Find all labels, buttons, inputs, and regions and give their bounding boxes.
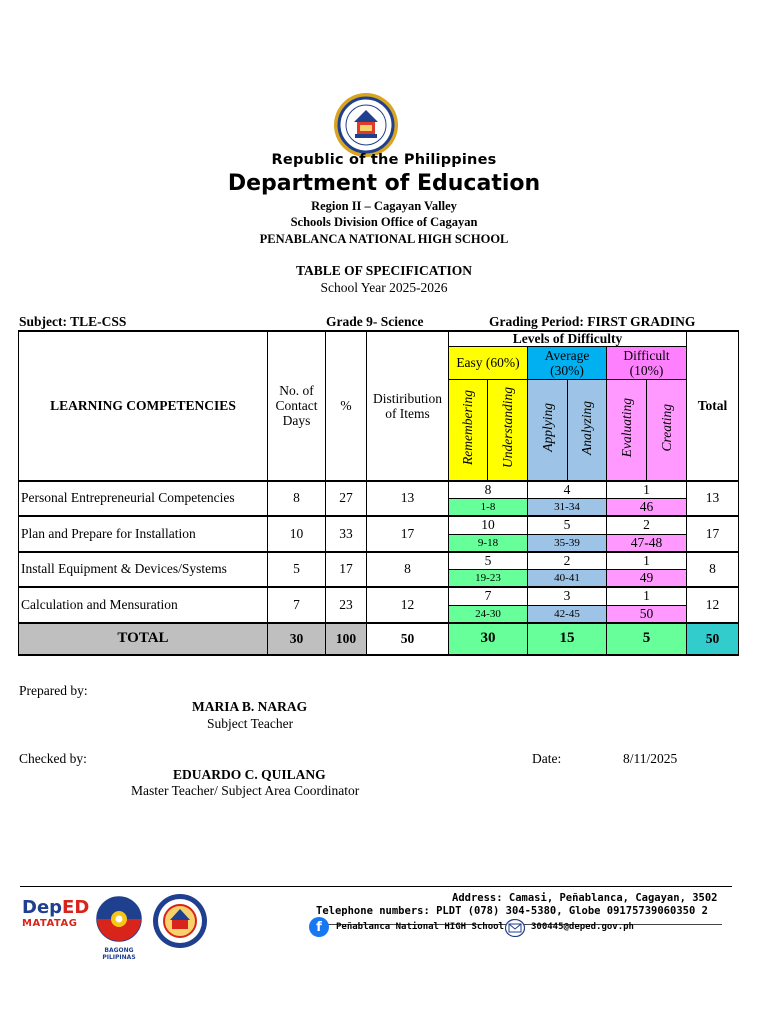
footer-telephone: Telephone numbers: PLDT (078) 304-5380, Globe 09175739060350 2: [316, 905, 708, 917]
bagong-pilipinas-logo: BAGONG PILIPINAS: [88, 896, 150, 950]
contact-days: 10: [268, 516, 326, 552]
prepared-by-title: Subject Teacher: [207, 716, 294, 731]
difficult-items: 46: [607, 499, 687, 517]
easy-items: 1-8: [449, 499, 528, 517]
easy-count: 8: [449, 481, 528, 499]
competency-name: Plan and Prepare for Installation: [19, 516, 268, 552]
prepared-by-name: MARIA B. NARAG: [192, 699, 308, 714]
distribution: 17: [367, 516, 449, 552]
checked-by-label: Checked by:: [19, 751, 87, 766]
easy-items: 19-23: [449, 570, 528, 588]
difficult-count: 1: [607, 481, 687, 499]
region-line: Region II – Cagayan Valley: [311, 199, 457, 213]
prepared-by-label: Prepared by:: [19, 683, 88, 698]
date-value: 8/11/2025: [623, 751, 678, 766]
difficult-items: 50: [607, 605, 687, 623]
difficult-count: 1: [607, 587, 687, 605]
email-icon: [505, 919, 525, 937]
table-row: [19, 587, 739, 605]
facebook-icon: f: [309, 917, 329, 937]
deped-matatag-logo: DepED MATATAG: [22, 897, 90, 929]
footer-facebook-page: Peñablanca National HIGH School: [336, 922, 504, 932]
division-line: Schools Division Office of Cagayan: [290, 215, 478, 229]
header-remembering: Remembering: [449, 380, 488, 481]
table-row: [19, 516, 739, 534]
contact-days: 8: [268, 481, 326, 517]
header-average: Average (30%): [528, 347, 607, 380]
totals-row: [19, 623, 739, 655]
easy-count: 5: [449, 552, 528, 570]
average-items: 42-45: [528, 605, 607, 623]
total-difficult: 5: [607, 623, 687, 655]
header-levels-of-difficulty: Levels of Difficulty: [449, 331, 687, 347]
grand-total: 50: [687, 623, 739, 655]
footer-divider: [20, 886, 732, 887]
school-line: PENABLANCA NATIONAL HIGH SCHOOL: [259, 232, 509, 246]
distribution: 8: [367, 552, 449, 588]
row-total: 13: [687, 481, 739, 517]
footer-address: Address: Camasi, Peñablanca, Cagayan, 3502: [452, 892, 718, 904]
difficult-items: 47-48: [607, 534, 687, 552]
average-items: 31-34: [528, 499, 607, 517]
row-total: 12: [687, 587, 739, 623]
subject-label: Subject: TLE-CSS: [19, 314, 127, 329]
easy-items: 9-18: [449, 534, 528, 552]
total-percent: 100: [326, 623, 367, 655]
header-distribution: Distiribution of Items: [367, 331, 449, 481]
header-applying: Applying: [528, 380, 568, 481]
header-understanding: Understanding: [488, 380, 528, 481]
average-items: 40-41: [528, 570, 607, 588]
header-competencies: LEARNING COMPETENCIES: [19, 331, 268, 481]
header-total: Total: [687, 331, 739, 481]
competency-name: Calculation and Mensuration: [19, 587, 268, 623]
grade-label: Grade 9- Science: [326, 314, 424, 329]
easy-items: 24-30: [449, 605, 528, 623]
average-count: 4: [528, 481, 607, 499]
average-count: 2: [528, 552, 607, 570]
header-percent: %: [326, 331, 367, 481]
deped-seal: [333, 92, 399, 158]
difficult-count: 1: [607, 552, 687, 570]
competency-name: Install Equipment & Devices/Systems: [19, 552, 268, 588]
total-distribution: 50: [367, 623, 449, 655]
school-year: School Year 2025-2026: [320, 280, 448, 295]
percent: 17: [326, 552, 367, 588]
difficult-count: 2: [607, 516, 687, 534]
competency-name: Personal Entrepreneurial Competencies: [19, 481, 268, 517]
header-analyzing: Analyzing: [568, 380, 607, 481]
header-creating: Creating: [647, 380, 687, 481]
average-count: 5: [528, 516, 607, 534]
table-row: [19, 552, 739, 570]
table-of-specification: [18, 330, 739, 656]
date-label: Date:: [532, 751, 562, 766]
percent: 27: [326, 481, 367, 517]
republic-heading: Republic of the Philippines: [271, 152, 497, 168]
average-items: 35-39: [528, 534, 607, 552]
contact-days: 5: [268, 552, 326, 588]
total-days: 30: [268, 623, 326, 655]
row-total: 17: [687, 516, 739, 552]
checked-by-name: EDUARDO C. QUILANG: [173, 767, 326, 782]
header-difficult: Difficult (10%): [607, 347, 687, 380]
percent: 23: [326, 587, 367, 623]
school-seal: [150, 893, 210, 949]
checked-by-title: Master Teacher/ Subject Area Coordinator: [131, 783, 360, 798]
distribution: 13: [367, 481, 449, 517]
document-title: TABLE OF SPECIFICATION: [295, 263, 473, 278]
total-label: TOTAL: [19, 623, 268, 655]
header-easy: Easy (60%): [449, 347, 528, 380]
header-contact-days: No. of Contact Days: [268, 331, 326, 481]
easy-count: 10: [449, 516, 528, 534]
average-count: 3: [528, 587, 607, 605]
row-total: 8: [687, 552, 739, 588]
contact-days: 7: [268, 587, 326, 623]
footer-email: 300445@deped.gov.ph: [531, 922, 634, 932]
percent: 33: [326, 516, 367, 552]
easy-count: 7: [449, 587, 528, 605]
difficult-items: 49: [607, 570, 687, 588]
table-row: [19, 481, 739, 499]
distribution: 12: [367, 587, 449, 623]
total-easy: 30: [449, 623, 528, 655]
total-average: 15: [528, 623, 607, 655]
grading-period-label: Grading Period: FIRST GRADING: [489, 314, 696, 329]
department-heading: Department of Education: [227, 171, 541, 196]
header-evaluating: Evaluating: [607, 380, 647, 481]
